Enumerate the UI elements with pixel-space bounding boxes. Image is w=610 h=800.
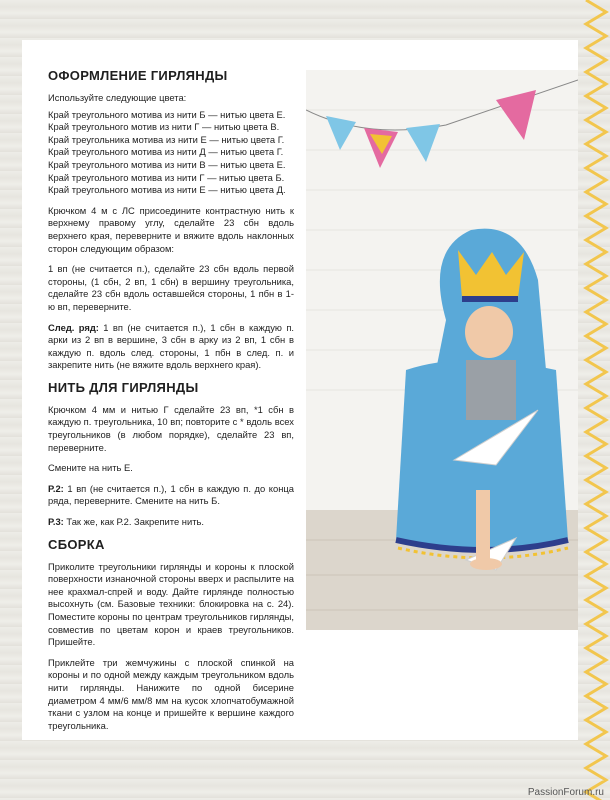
color-line: Край треугольника мотива из нити Е — нитью цвета Г. [48,133,285,145]
color-list [48,109,294,197]
paragraph: Приколите треугольники гирлянды и короны к плоской поверхности изнаночной стороны вверх и распылите на нее крахмал-спрей и воду. Дайте гирлянде полностью высохнуть (см. Базовые техники: блокировка на с. 24). Поместите короны по центрам треугольников гирлянды, совместив по цветам корон и краев треугольников. Пришейте. [48,560,294,648]
color-line: Край треугольного мотива из нити В — нитью цвета Е. [48,158,286,170]
magazine-page [22,40,578,740]
photo-illustration [306,70,578,630]
row-label: Р.2: [48,482,64,494]
row-text: 1 вп (не считается п.), 1 сбн в каждую п. арки из 2 вп в вершине, 3 сбн в арку из 2 вп, 1 сбн в каждую п. вдоль след. стороны, 1 пбн в след. п. и закрепите нить (не вяжите вдоль верхнего края). [48,321,294,371]
paragraph: 1 вп (не считается п.), сделайте 23 сбн вдоль первой стороны, (1 сбн, 2 вп, 1 сбн) в вершину треугольника, сделайте 23 сбн вдоль оставшейся стороны, 1 пбн в 1-ю вп, переверните. [48,263,294,312]
color-line: Край треугольного мотива из нити Д — нитью цвета Г. [48,146,284,158]
text-column [48,62,294,740]
section-title-garland-finishing: ОФОРМЛЕНИЕ ГИРЛЯНДЫ [48,68,228,83]
color-line: Край треугольного мотив из нити Г — нитью цвета В. [48,121,280,133]
paragraph: Приклейте три жемчужины с плоской спинкой на короны и по одной между каждым треугольником вдоль нити гирлянды. Нанижите по одной бисерине диаметром 4 мм/6 мм/8 мм на кусок хлопчатобумажной ткани с узлом на конце и пришейте к вершине каждого треугольника. [48,656,294,731]
paragraph [48,483,294,508]
zigzag-border [582,0,610,800]
row-text: Так же, как Р.2. Закрепите нить. [63,516,204,528]
section-title-garland-thread: НИТЬ ДЛЯ ГИРЛЯНДЫ [48,379,199,395]
section-title-assembly: СБОРКА [48,536,105,552]
paragraph: Смените на нить Е. [48,462,133,474]
row-text: 1 вп (не считается п.), 1 сбн в каждую п. до конца ряда, переверните. Смените на нить Б. [48,482,294,507]
paragraph: Крючком 4 м с ЛС присоедините контрастную нить к верхнему правому углу, сделайте 23 сбн вдоль верхнего края, переверните и вяжите вдоль наклонных сторон следующим образом: [48,204,294,254]
paragraph [48,516,294,529]
row-label: След. ряд: [48,321,99,333]
watermark: PassionForum.ru [527,787,604,798]
color-line: Край треугольного мотива из нити Г — нитью цвета Б. [48,171,285,183]
color-line: Край треугольного мотива из нити Е — нитью цвета Д. [48,184,286,196]
row-label: Р.3: [48,516,64,528]
paragraph: Крючком 4 мм и нитью Г сделайте 23 вп, *1 сбн в каждую п. треугольника, 10 вп; повторите с * вдоль всех треугольников (в любом порядке), сделайте 23 вп, переверните. [48,403,294,453]
color-line: Край треугольного мотива из нити Б — нитью цвета Е. [48,108,286,120]
child-hooded-blanket-photo [306,70,578,630]
paragraph [48,322,294,372]
intro-text: Используйте следующие цвета: [48,92,187,103]
